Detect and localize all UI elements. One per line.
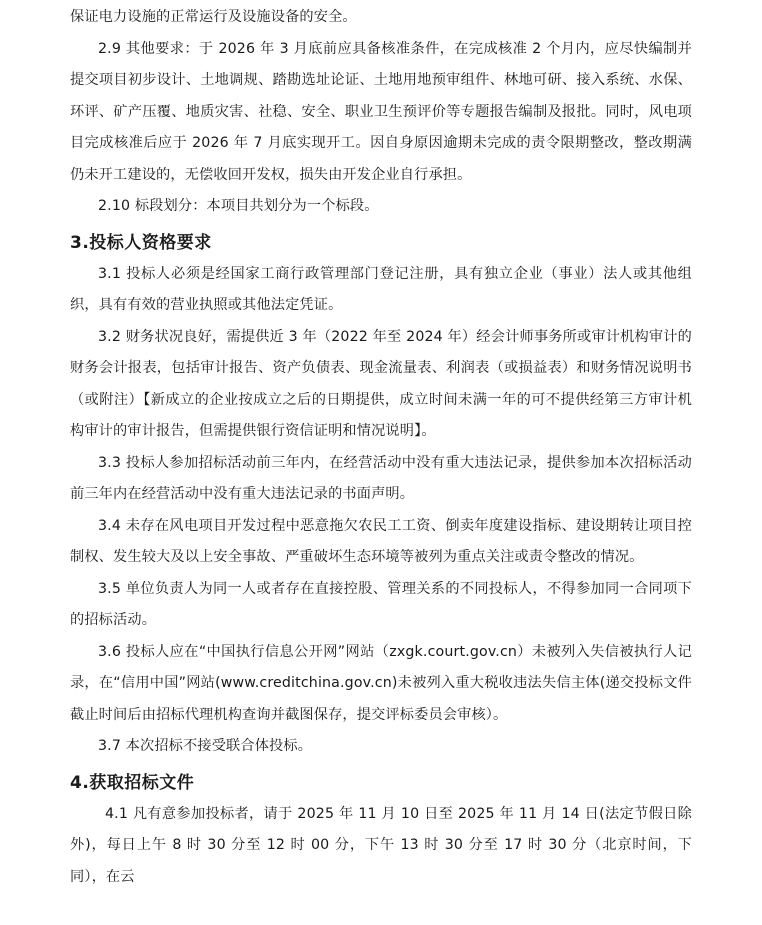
paragraph-3-4: 3.4 未存在风电项目开发过程中恶意拖欠农民工工资、倒卖年度建设指标、建设期转让项目控制权、发生较大及以上安全事故、严重破坏生态环境等被列为重点关注或责令整改的情况。 (70, 517, 692, 565)
paragraph-4-1: 4.1 凡有意参加投标者，请于 2025 年 11 月 10 日至 2025 年 11 月 14 日(法定节假日除外)，每日上午 8 时 30 分至 12 时 00 分，下午 13 时 30 分至 17 时 30 分（北京时间，下同），在云 (70, 805, 692, 885)
paragraph-3-3: 3.3 投标人参加招标活动前三年内，在经营活动中没有重大违法记录，提供参加本次招标活动前三年内在经营活动中没有重大违法记录的书面声明。 (70, 454, 692, 502)
paragraph-2-10: 2.10 标段划分：本项目共划分为一个标段。 (98, 198, 379, 214)
paragraph-3-6: 3.6 投标人应在“中国执行信息公开网”网站（zxgk.court.gov.cn）未被列入失信被执行人记录，在“信用中国”网站(www.creditchina.gov.cn)未被列入重大税收违法失信主体(递交投标文件截止时间后由招标代理机构查询并截图保存，提交评标委员会审核）。 (70, 643, 692, 723)
paragraph-3-1: 3.1 投标人必须是经国家工商行政管理部门登记注册，具有独立企业（事业）法人或其他组织，具有有效的营业执照或其他法定凭证。 (70, 265, 692, 313)
section-heading-3: 3.投标人资格要求 (70, 232, 212, 253)
section-heading-4: 4.获取招标文件 (70, 772, 195, 793)
paragraph-3-2: 3.2 财务状况良好，需提供近 3 年（2022 年至 2024 年）经会计师事务所或审计机构审计的财务会计报表，包括审计报告、资产负债表、现金流量表、利润表（或损益表）和财务情况说明书（或附注）【新成立的企业按成立之后的日期提供，成立时间未满一年的可不提供经第三方审计机构审计的审计报告，但需提供银行资信证明和情况说明】。 (70, 328, 692, 439)
paragraph-continuation: 保证电力设施的正常运行及设施设备的安全。 (70, 9, 357, 25)
paragraph-3-7: 3.7 本次招标不接受联合体投标。 (98, 738, 313, 754)
paragraph-3-5: 3.5 单位负责人为同一人或者存在直接控股、管理关系的不同投标人，不得参加同一合同项下的招标活动。 (70, 580, 692, 628)
paragraph-2-9: 2.9 其他要求：于 2026 年 3 月底前应具备核准条件，在完成核准 2 个月内，应尽快编制并提交项目初步设计、土地调规、踏勘选址论证、土地用地预审组件、林地可研、接入系统、水保、环评、矿产压覆、地质灾害、社稳、安全、职业卫生预评价等专题报告编制及报批。同时，风电项目完成核准后应于 2026 年 7 月底实现开工。因自身原因逾期未完成的责令限期整改，整改期满仍未开工建设的，无偿收回开发权，损失由开发企业自行承担。 (70, 40, 692, 183)
